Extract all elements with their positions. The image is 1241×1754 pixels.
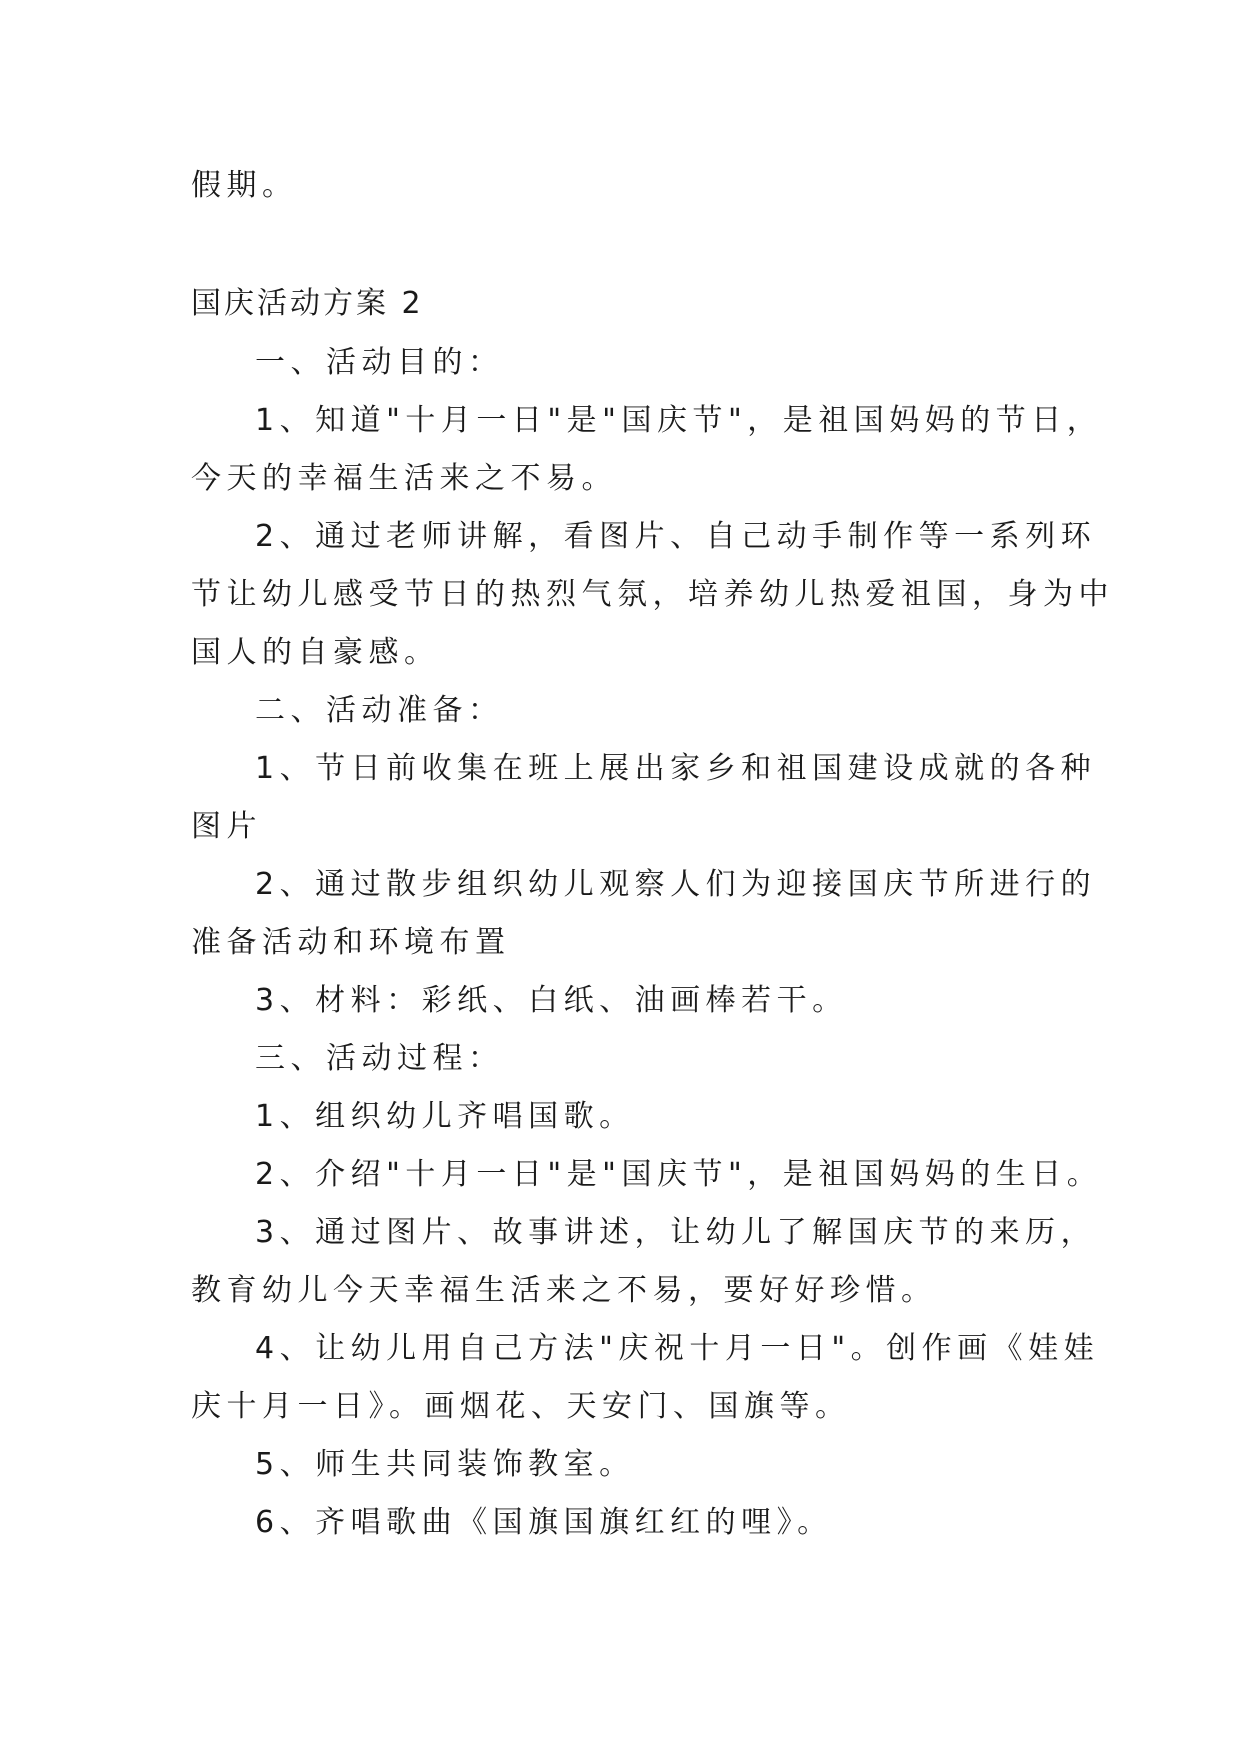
subheading-preparation: 二、活动准备： (255, 693, 504, 728)
section-heading: 国庆活动方案 2 (191, 286, 424, 321)
subheading-purpose: 一、活动目的： (255, 345, 504, 380)
paragraph-line: 1、知道"十月一日"是"国庆节"，是祖国妈妈的节日， (255, 403, 1103, 438)
paragraph-line: 5、师生共同装饰教室。 (255, 1447, 635, 1482)
paragraph-line: 2、通过散步组织幼儿观察人们为迎接国庆节所进行的 (255, 867, 1097, 902)
paragraph-line: 图片 (191, 809, 262, 844)
paragraph-line: 1、节日前收集在班上展出家乡和祖国建设成就的各种 (255, 751, 1097, 786)
paragraph-continuation: 假期。 (191, 168, 298, 203)
paragraph-line: 3、材料：彩纸、白纸、油画棒若干。 (255, 983, 848, 1018)
paragraph-line: 2、介绍"十月一日"是"国庆节"，是祖国妈妈的生日。 (255, 1157, 1103, 1192)
subheading-process: 三、活动过程： (255, 1041, 504, 1076)
paragraph-line: 3、通过图片、故事讲述，让幼儿了解国庆节的来历， (255, 1215, 1097, 1250)
paragraph-line: 2、通过老师讲解，看图片、自己动手制作等一系列环 (255, 519, 1097, 554)
paragraph-line: 准备活动和环境布置 (191, 925, 511, 960)
paragraph-line: 6、齐唱歌曲《国旗国旗红红的哩》。 (255, 1505, 833, 1540)
paragraph-line: 4、让幼儿用自己方法"庆祝十月一日"。创作画《娃娃 (255, 1331, 1100, 1366)
paragraph-line: 国人的自豪感。 (191, 635, 440, 670)
paragraph-line: 节让幼儿感受节日的热烈气氛，培养幼儿热爱祖国，身为中 (191, 577, 1114, 612)
paragraph-line: 今天的幸福生活来之不易。 (191, 461, 617, 496)
paragraph-line: 教育幼儿今天幸福生活来之不易，要好好珍惜。 (191, 1273, 937, 1308)
paragraph-line: 庆十月一日》。画烟花、天安门、国旗等。 (191, 1389, 851, 1424)
paragraph-line: 1、组织幼儿齐唱国歌。 (255, 1099, 635, 1134)
